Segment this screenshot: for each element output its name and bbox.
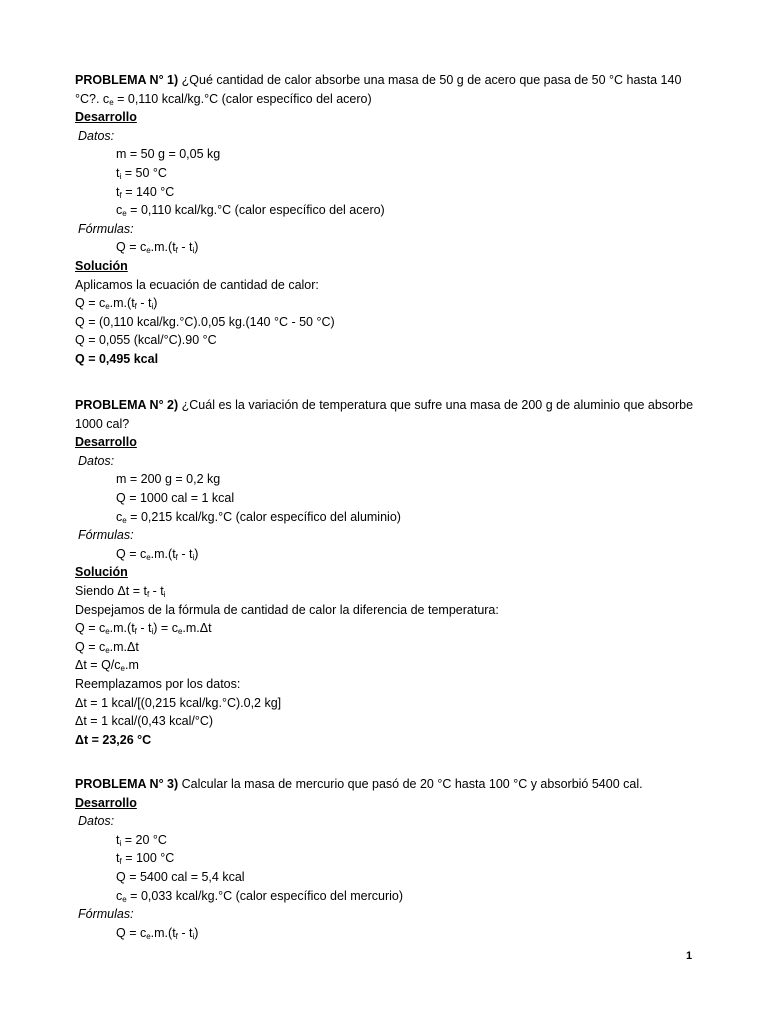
problem-3	[75, 775, 695, 942]
result-line: Q = 0,495 kcal	[75, 351, 159, 366]
datos-line: $t_i = 50$ °C	[116, 165, 167, 181]
solution-line: Siendo $\Delta t = t_f - t_i$	[75, 583, 166, 599]
solution-line: Reemplazamos por los datos:	[75, 676, 241, 691]
solucion-heading: Solución	[75, 258, 128, 273]
datos-line: $t_i = 20$ °C	[116, 832, 167, 848]
solution-line: $Q = c_e.m.(t_f - t_i) = c_e.m.\Delta t$	[75, 621, 212, 637]
solution-line: Despejamos de la fórmula de cantidad de calor la diferencia de temperatura:	[75, 602, 499, 617]
problem-2	[75, 396, 695, 749]
solution-line: Q = (0,110 kcal/kg.°C).0,05 kg.(140 °C - 50 °C)	[75, 314, 335, 329]
problem-1	[75, 71, 695, 369]
datos-label: Datos:	[78, 814, 115, 829]
datos-line: m = 50 g = 0,05 kg	[116, 147, 221, 162]
formula-line: $Q = c_e.m.(t_f - t_i)$	[116, 240, 199, 256]
datos-label: Datos:	[78, 453, 115, 468]
desarrollo-heading: Desarrollo	[75, 435, 137, 450]
solution-line: $Q = c_e.m.(t_f - t_i)$	[75, 296, 158, 312]
formula-line: $Q = c_e.m.(t_f - t_i)$	[116, 546, 199, 562]
result-line: Δt = 23,26 °C	[75, 732, 152, 747]
solution-line: Q = 0,055 (kcal/°C).90 °C	[75, 333, 217, 348]
datos-line: $c_e = 0,110$ kcal/kg.°C (calor específico del acero)	[116, 203, 385, 219]
datos-line: $c_e = 0,033$ kcal/kg.°C (calor específico del mercurio)	[116, 888, 403, 904]
solution-line: Δt = 1 kcal/(0,43 kcal/°C)	[75, 714, 214, 729]
problem-3-statement: PROBLEMA N° 3) Calcular la masa de mercurio que pasó de 20 °C hasta 100 °C y absorbió 5400 cal.	[75, 777, 643, 791]
datos-line: $c_e = 0,215$ kcal/kg.°C (calor específico del aluminio)	[116, 509, 401, 525]
datos-line: $t_f = 100$ °C	[116, 851, 175, 867]
desarrollo-heading: Desarrollo	[75, 110, 137, 125]
solution-line: $Q = c_e.m.\Delta t$	[75, 639, 139, 655]
desarrollo-heading: Desarrollo	[75, 795, 137, 810]
solucion-heading: Solución	[75, 565, 128, 580]
datos-line: $t_f = 140$ °C	[116, 184, 175, 200]
problem-1-statement: PROBLEMA N° 1) ¿Qué cantidad de calor absorbe una masa de 50 g de acero que pasa de 50 °C hasta 140 °C?. $c_e = 0,110$ kcal/kg.°C (calor específico del acero)	[75, 73, 682, 107]
datos-line: m = 200 g = 0,2 kg	[116, 472, 221, 487]
datos-label: Datos:	[78, 128, 115, 143]
problem-2-statement: PROBLEMA N° 2) ¿Cuál es la variación de temperatura que sufre una masa de 200 g de aluminio que absorbe 1000 cal?	[75, 398, 694, 431]
formulas-label: Fórmulas:	[78, 528, 134, 543]
solution-line: Aplicamos la ecuación de cantidad de calor:	[75, 277, 319, 292]
formulas-label: Fórmulas:	[78, 221, 134, 236]
solution-line: $\Delta t = Q/c_e.m$	[75, 658, 139, 674]
solution-line: Δt = 1 kcal/[(0,215 kcal/kg.°C).0,2 kg]	[75, 695, 282, 710]
page-number: 1	[686, 950, 693, 962]
datos-line: Q = 5400 cal = 5,4 kcal	[116, 869, 245, 884]
formulas-label: Fórmulas:	[78, 907, 134, 922]
datos-line: Q = 1000 cal = 1 kcal	[116, 490, 235, 505]
formula-line: $Q = c_e.m.(t_f - t_i)$	[116, 925, 199, 941]
